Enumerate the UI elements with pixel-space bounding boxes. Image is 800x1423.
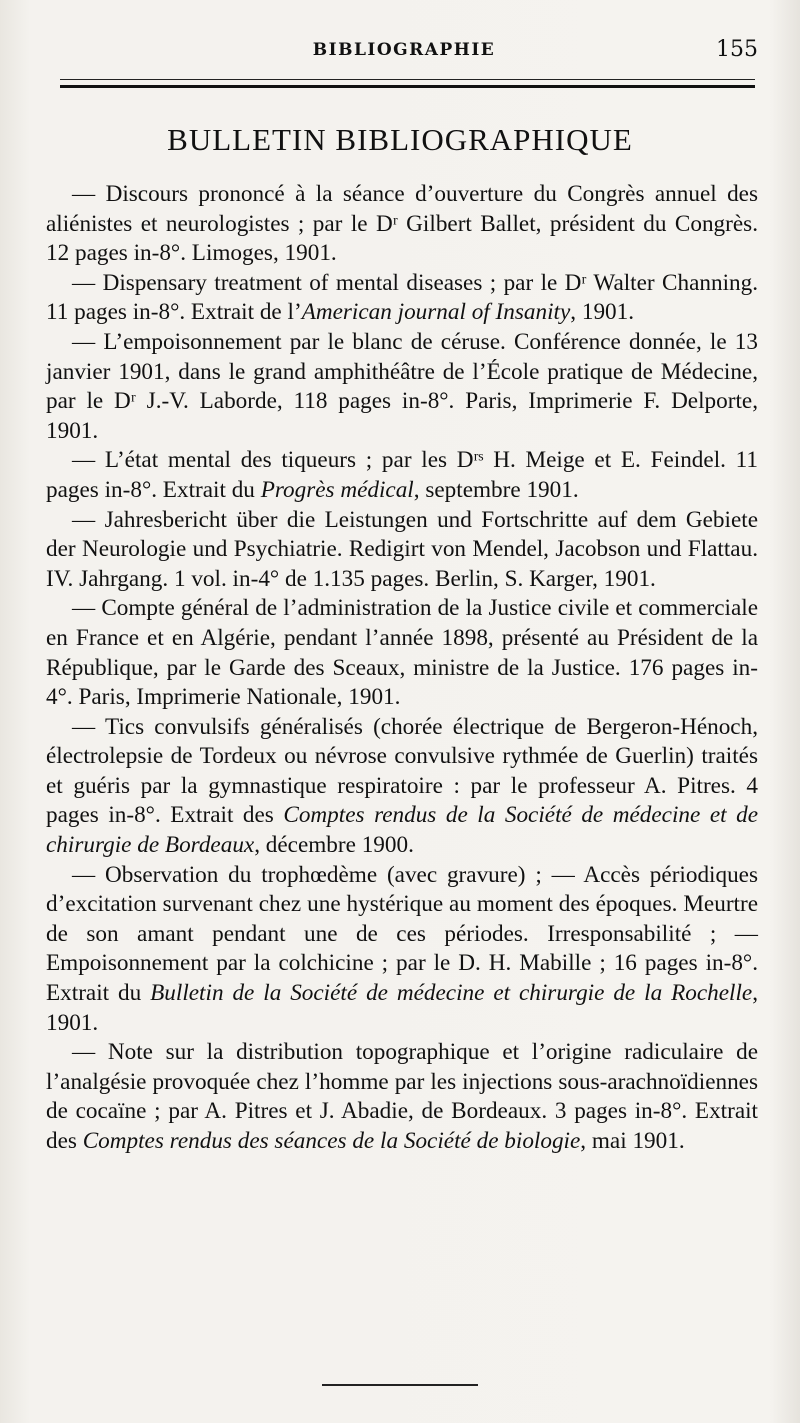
entry-text: — L’empoisonnement par le blanc de céruse. Conférence donnée, le 13 janvier 1901, dans le grand amphithéâtre de l’École pratique de Médecine, par le Dʳ J.-V. Laborde, 118 pages in-8°. Paris, Imprimerie F. Delporte, 1901. [46,328,758,444]
entry-text: — Dispensary treatment of mental diseases ; par le Dʳ Walter Channing. 11 pages in-8°. Extrait de l’ [46,269,758,326]
entry-text: — Observation du trophœdème (avec gravure) ; — Accès périodiques d’excitation survenant chez une hystérique au moment des époques. Meurtre de son amant pendant une de ces périodes. Irresponsabilité ; — Empoisonnement par la colchicine ; par le D. H. Mabille ; 16 pages in-8°. Extrait du [46,861,758,1007]
bibliography-entry [46,713,758,861]
bibliography-list [46,180,758,1157]
header-rule [60,79,755,88]
entry-text-end: , décembre 1900. [254,832,414,859]
bibliography-entry [46,1038,758,1156]
bibliography-entry [46,594,758,712]
entry-text-end: , 1901. [570,299,635,326]
entry-text: — Jahresbericht über die Leistungen und Fortschritte auf dem Gebiete der Neurologie und Psychiatrie. Redigirt von Mendel, Jacobson und Flattau. IV. Jahrgang. 1 vol. in-4° de 1.135 pages. Berlin, S. Karger, 1901. [46,506,758,592]
entry-italic-title: Progrès médical [260,476,414,503]
entry-text: — L’état mental des tiqueurs ; par les Dʳˢ H. Meige et E. Feindel. 11 pages in-8°. Extrait du [46,447,758,503]
entry-italic-title: Bulletin de la Société de médecine et chirurgie de la Rochelle [150,980,753,1007]
entry-italic-title: Comptes rendus de la Société de médecine et de chirurgie de Bordeaux [46,802,758,859]
entry-text-end: , mai 1901. [580,1128,685,1154]
entry-italic-title: American journal of Insanity [301,299,571,326]
running-head [48,37,760,70]
running-title: BIBLIOGRAPHIE [312,40,496,60]
entry-text: — Tics convulsifs généralisés (chorée électrique de Bergeron-Hénoch, électrolepsie de Tordeux ou névrose convulsive rythmée de Guerlin) traités et guéris par la gymnastique respiratoire : par le professeur A. Pitres. 4 pages in-8°. Extrait des [46,713,758,829]
entry-text: — Note sur la distribution topographique et l’origine radiculaire de l’analgésie provoquée chez l’homme par les injections sous-arachnoïdiennes de cocaïne ; par A. Pitres et J. Abadie, de Bordeaux. 3 pages in-8°. Extrait des [46,1039,758,1154]
bibliography-entry [46,269,758,328]
bibliography-entry [46,446,758,505]
page-number: 155 [716,37,758,62]
entry-italic-title: Comptes rendus des séances de la Société de biologie [82,1128,581,1154]
entry-text-end: , 1901. [46,980,758,1036]
bibliography-entry [46,506,758,595]
entry-text: — Discours prononcé à la séance d’ouverture du Congrès annuel des aliénistes et neurologistes ; par le Dʳ Gilbert Ballet, président du Congrès. 12 pages in-8°. Limoges, 1901. [46,181,758,267]
page-title: BULLETIN BIBLIOGRAPHIQUE [167,122,633,157]
end-rule [322,1384,478,1386]
entry-text-end: , septembre 1901. [413,476,579,503]
bibliography-entry [46,861,758,1039]
bibliography-entry [46,328,758,446]
entry-text: — Compte général de l’administration de la Justice civile et commerciale en France et en Algérie, pendant l’année 1898, présenté au Président de la République, par le Garde des Sceaux, ministre de la Justice. 176 pages in-4°. Paris, Imprimerie Nationale, 1901. [46,595,758,711]
bibliography-entry [46,180,758,269]
